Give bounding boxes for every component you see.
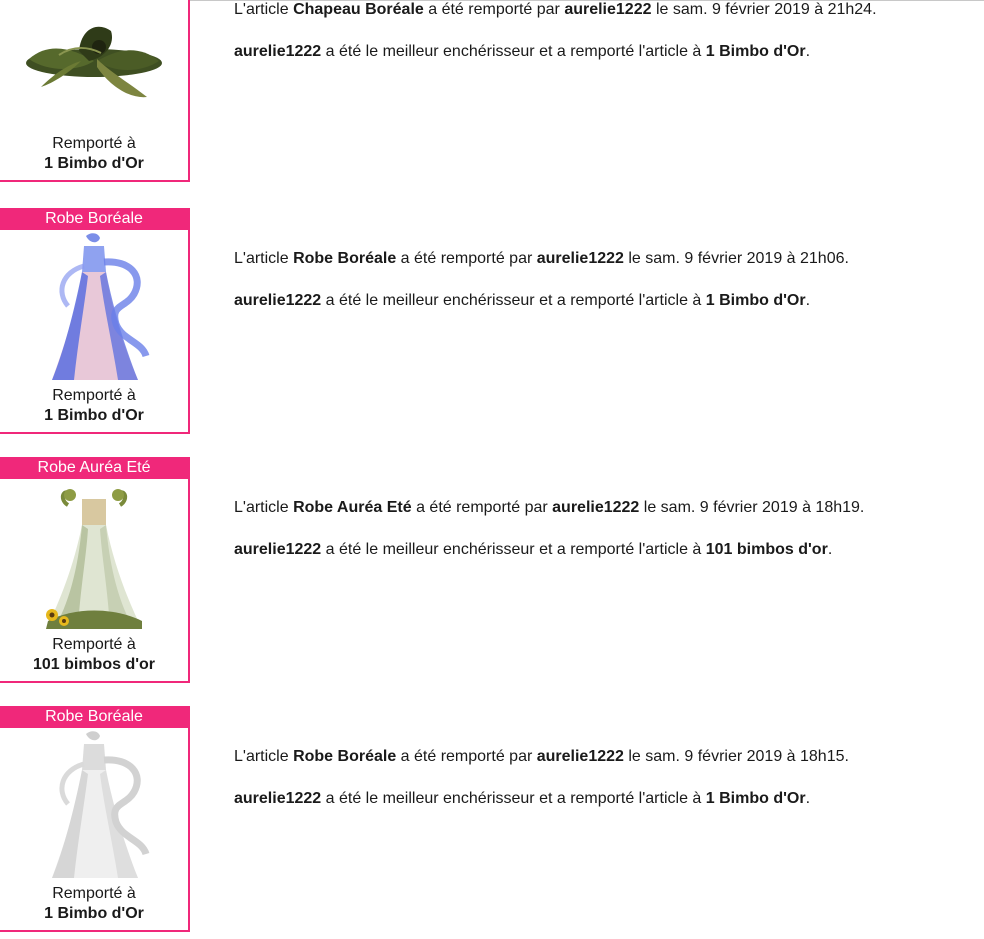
item-link[interactable]: Robe Boréale xyxy=(293,250,397,267)
item-image[interactable] xyxy=(0,0,188,134)
winner-link[interactable]: aurelie1222 xyxy=(234,43,322,60)
sale-line-bid: aurelie1222 a été le meilleur enchérisseur et a remporté l'article à 1 Bimbo d'Or. xyxy=(234,43,811,60)
winner-link[interactable]: aurelie1222 xyxy=(536,250,624,267)
winner-link[interactable]: aurelie1222 xyxy=(564,1,652,18)
final-price: 1 Bimbo d'Or xyxy=(705,43,806,60)
item-card xyxy=(0,208,190,434)
winner-link[interactable]: aurelie1222 xyxy=(234,292,322,309)
winner-link[interactable]: aurelie1222 xyxy=(552,499,640,516)
sale-line-bid: aurelie1222 a été le meilleur enchérisseur et a remporté l'article à 1 Bimbo d'Or. xyxy=(234,790,811,807)
item-card xyxy=(0,706,190,932)
winner-link[interactable]: aurelie1222 xyxy=(536,748,624,765)
sale-description xyxy=(234,0,877,62)
item-name[interactable]: Robe Boréale xyxy=(0,208,188,230)
won-price xyxy=(0,386,188,426)
sale-line-bid: aurelie1222 a été le meilleur enchérisseur et a remporté l'article à 1 Bimbo d'Or. xyxy=(234,292,811,309)
final-price: 1 Bimbo d'Or xyxy=(705,292,806,309)
won-label: Remporté à xyxy=(52,885,136,902)
sale-description xyxy=(234,249,849,311)
won-label: Remporté à xyxy=(52,135,136,152)
item-link[interactable]: Robe Auréa Eté xyxy=(293,499,412,516)
sale-description xyxy=(234,498,864,560)
final-price: 101 bimbos d'or xyxy=(705,541,828,558)
won-price xyxy=(0,635,188,675)
sale-line-bid: aurelie1222 a été le meilleur enchérisseur et a remporté l'article à 101 bimbos d'or. xyxy=(234,541,833,558)
item-name[interactable]: Robe Boréale xyxy=(0,706,188,728)
sale-line-won: L'article Chapeau Boréale a été remporté par aurelie1222 le sam. 9 février 2019 à 21h24. xyxy=(234,1,877,18)
won-price xyxy=(0,134,188,174)
won-amount: 1 Bimbo d'Or xyxy=(44,407,144,424)
sale-line-won: L'article Robe Boréale a été remporté par aurelie1222 le sam. 9 février 2019 à 21h06. xyxy=(234,250,849,267)
item-card xyxy=(0,0,190,182)
item-link[interactable]: Chapeau Boréale xyxy=(293,1,424,18)
sunflower-gown-icon xyxy=(34,481,154,633)
item-card xyxy=(0,457,190,683)
final-price: 1 Bimbo d'Or xyxy=(705,790,806,807)
won-label: Remporté à xyxy=(52,387,136,404)
won-label: Remporté à xyxy=(52,636,136,653)
won-amount: 1 Bimbo d'Or xyxy=(44,155,144,172)
item-image[interactable] xyxy=(0,728,188,884)
item-image[interactable] xyxy=(0,230,188,386)
won-price xyxy=(0,884,188,924)
won-amount: 1 Bimbo d'Or xyxy=(44,905,144,922)
sale-line-won: L'article Robe Auréa Eté a été remporté par aurelie1222 le sam. 9 février 2019 à 18h19. xyxy=(234,499,865,516)
green-leaf-hat-icon xyxy=(19,1,169,111)
item-image[interactable] xyxy=(0,479,188,635)
white-gown-icon xyxy=(34,730,154,882)
item-link[interactable]: Robe Boréale xyxy=(293,748,397,765)
sale-line-won: L'article Robe Boréale a été remporté par aurelie1222 le sam. 9 février 2019 à 18h15. xyxy=(234,748,849,765)
item-name[interactable]: Robe Auréa Eté xyxy=(0,457,188,479)
winner-link[interactable]: aurelie1222 xyxy=(234,790,322,807)
won-amount: 101 bimbos d'or xyxy=(32,656,156,673)
blue-gown-icon xyxy=(34,232,154,384)
winner-link[interactable]: aurelie1222 xyxy=(234,541,322,558)
sale-description xyxy=(234,747,849,809)
